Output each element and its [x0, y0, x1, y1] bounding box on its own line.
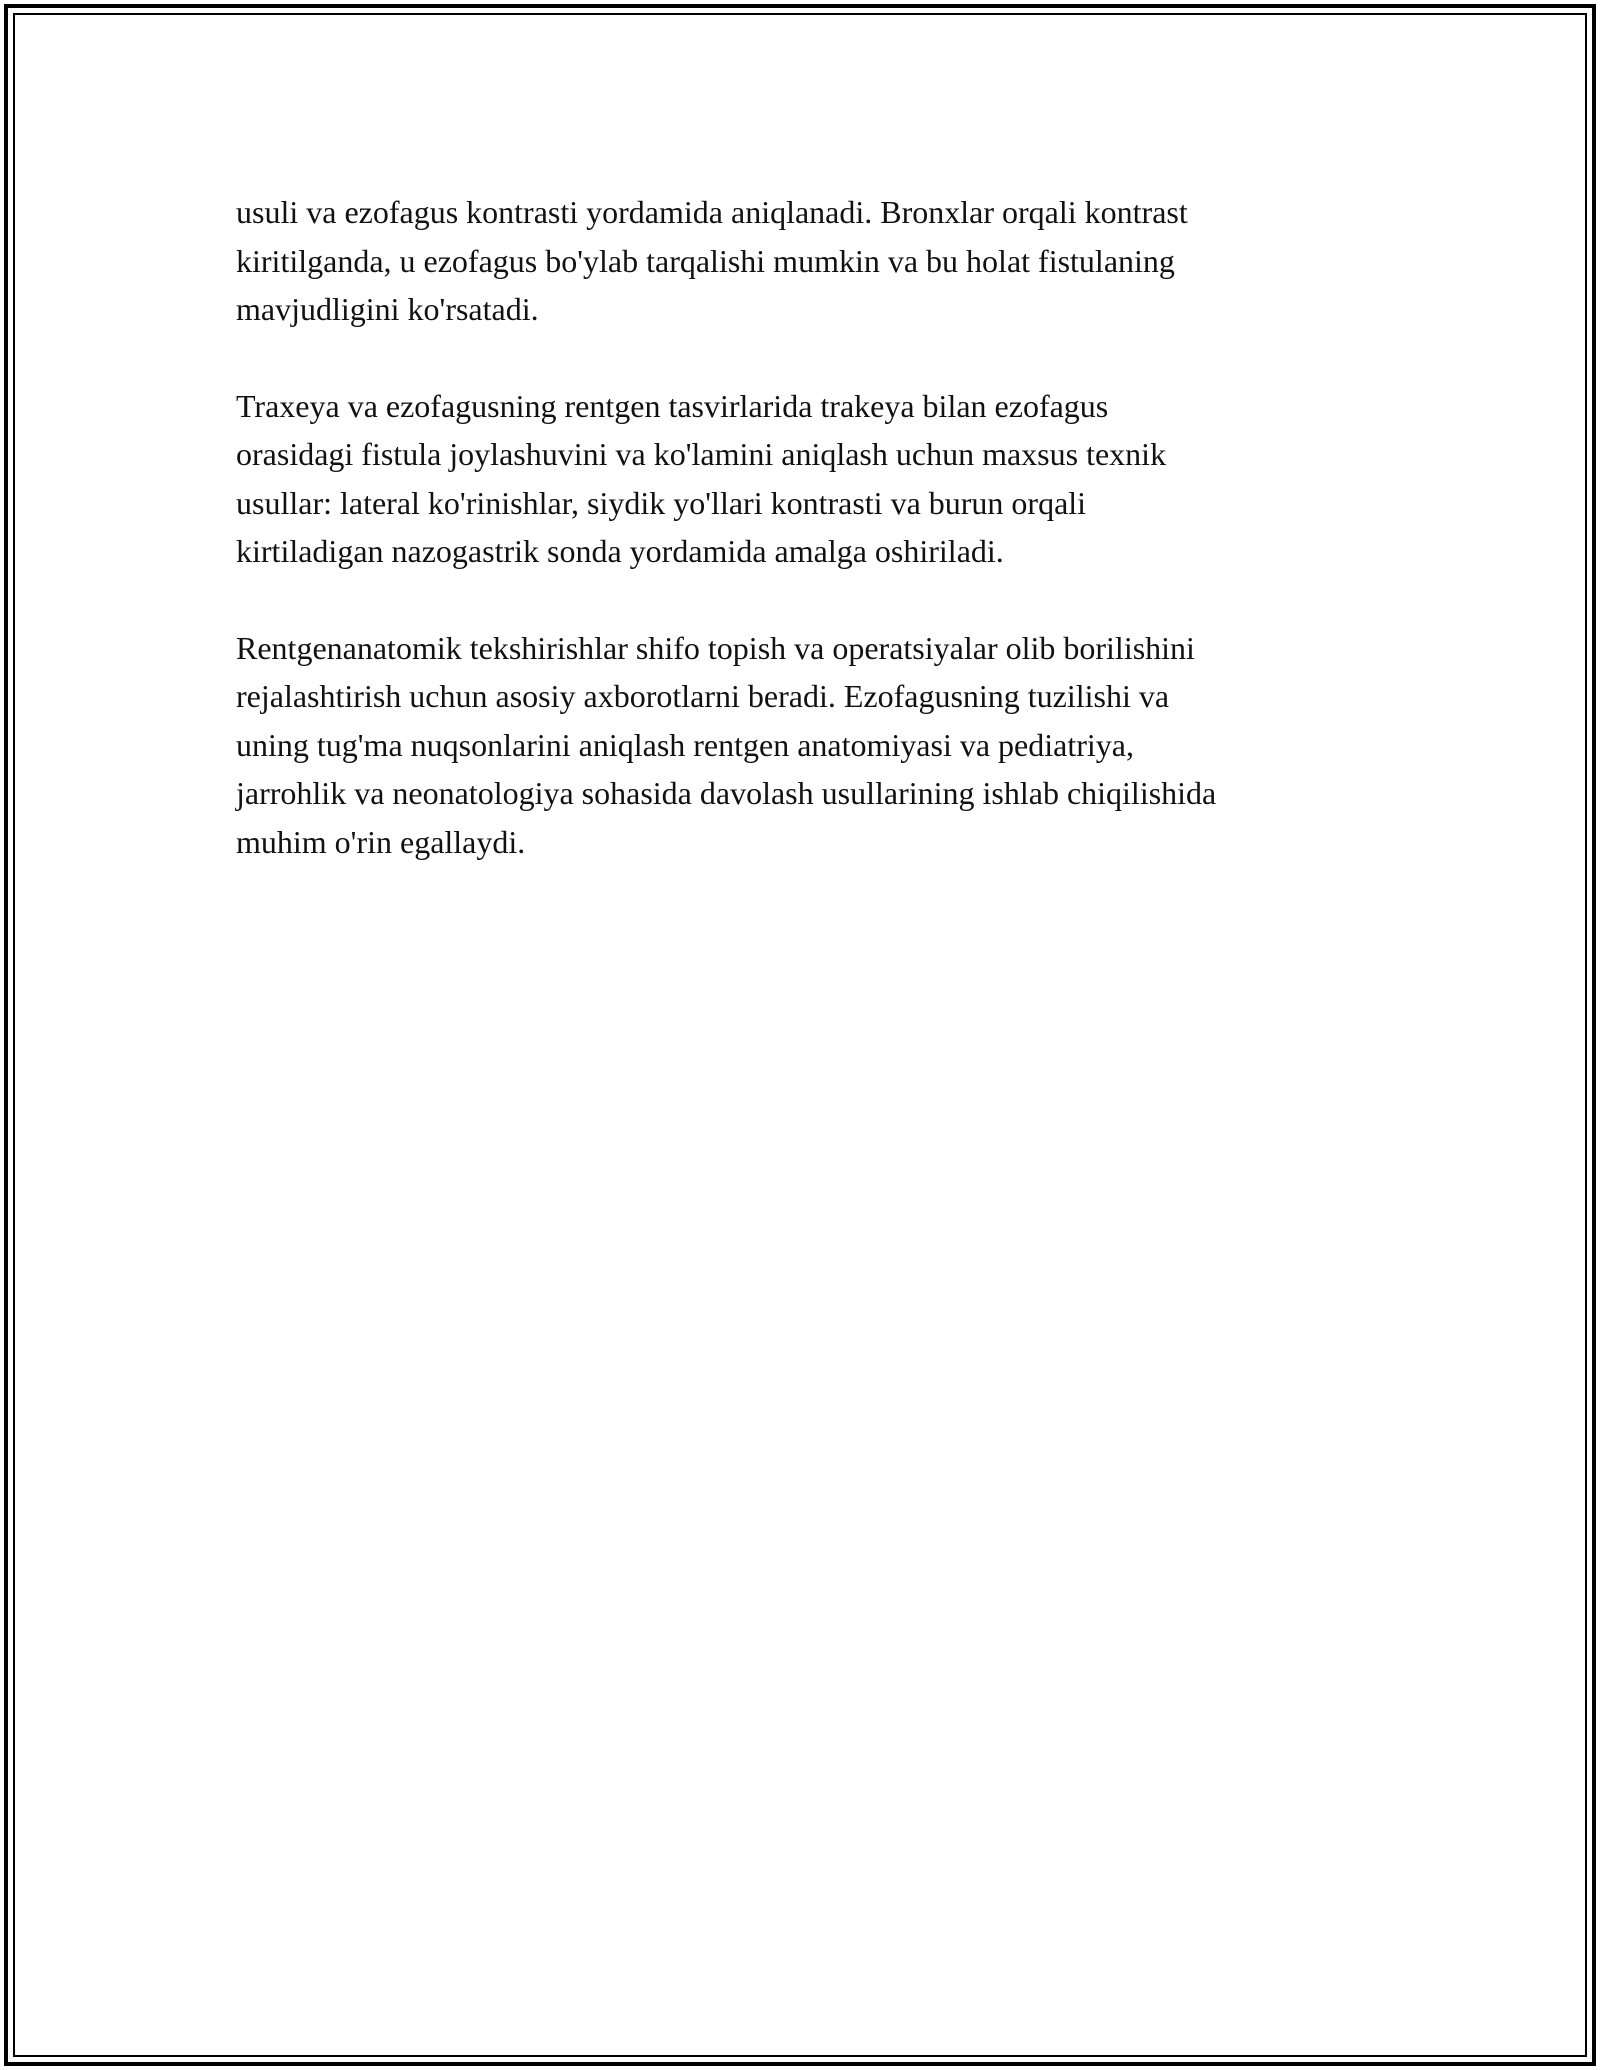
text-line: usullar: lateral ko'rinishlar, siydik yo'llari kontrasti va burun orqali [236, 484, 1087, 521]
text-line: mavjudligini ko'rsatadi. [236, 291, 539, 327]
text-line: Rentgenanatomik tekshirishlar shifo topish va operatsiyalar olib borilishini [236, 629, 1195, 666]
paragraph-3 [236, 624, 1386, 867]
text-line: kiritilganda, u ezofagus bo'ylab tarqalishi mumkin va bu holat fistulaning [236, 242, 1175, 279]
paragraph-1 [236, 188, 1386, 334]
text-line: orasidagi fistula joylashuvini va ko'lamini aniqlash uchun maxsus texnik [236, 436, 1167, 472]
text-line: rejalashtirish uchun asosiy axborotlarni beradi. Ezofagusning tuzilishi va [236, 678, 1170, 714]
paragraph-2 [236, 382, 1386, 576]
text-line: muhim o'rin egallaydi. [236, 823, 526, 860]
text-line: kirtiladigan nazogastrik sonda yordamida amalga oshiriladi. [236, 533, 1004, 569]
text-line: uning tug'ma nuqsonlarini aniqlash rentgen anatomiyasi va pediatriya, [236, 726, 1134, 763]
document-body [236, 188, 1386, 914]
text-line: usuli va ezofagus kontrasti yordamida aniqlanadi. Bronxlar orqali kontrast [236, 194, 1188, 230]
text-line: jarrohlik va neonatologiya sohasida davolash usullarining ishlab chiqilishida [236, 775, 1217, 811]
text-line: Traxeya va ezofagusning rentgen tasvirlarida trakeya bilan ezofagus [236, 387, 1109, 424]
